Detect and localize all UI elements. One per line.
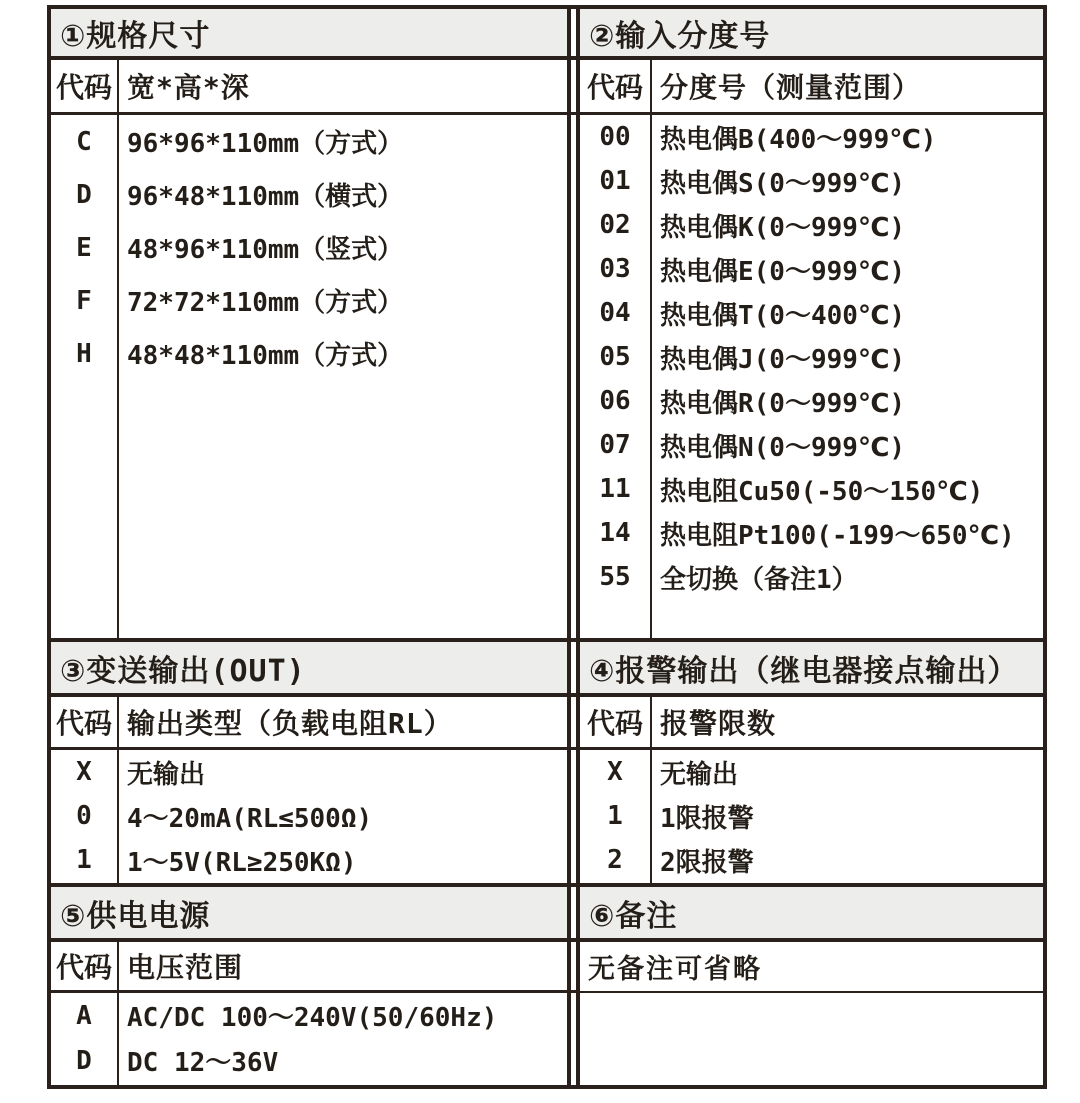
column-divider	[117, 697, 119, 747]
section-2-input-range-header	[580, 9, 1043, 60]
row-label: 2限报警	[660, 847, 754, 878]
row-label: 热电偶N(0～999℃)	[660, 432, 906, 463]
row-code: 02	[599, 210, 631, 240]
row-label: 4～20mA(RL≤500Ω)	[127, 803, 373, 834]
row-label: 热电阻Pt100(-199～650℃)	[660, 520, 1015, 551]
table-row	[51, 993, 567, 1038]
section-1-body	[51, 115, 567, 642]
row-label: 1～5V(RL≥250KΩ)	[127, 847, 357, 878]
row-label: DC 12～36V	[127, 1048, 279, 1078]
section-title: ②输入分度号	[589, 18, 771, 54]
section-2-column-headers	[580, 60, 1043, 115]
row-label: 72*72*110mm（方式）	[127, 288, 404, 318]
row-code: H	[76, 338, 92, 369]
section-3-body	[51, 750, 567, 887]
row-label: 热电偶E(0～999℃)	[660, 256, 906, 287]
ordering-code-table	[47, 5, 1047, 1089]
row-code: 11	[599, 474, 631, 504]
label-column-header: 输出类型（负载电阻RL）	[127, 707, 453, 740]
row-label: 1限报警	[660, 803, 754, 834]
gutter-segment	[571, 697, 576, 750]
row-code: 55	[599, 562, 631, 592]
row-label: 热电偶J(0～999℃)	[660, 344, 906, 375]
table-row	[51, 221, 567, 274]
column-divider	[650, 115, 652, 638]
section-title: ④报警输出（继电器接点输出）	[589, 653, 1019, 689]
gutter-segment	[571, 60, 576, 115]
row-label: 96*96*110mm（方式）	[127, 129, 404, 159]
table-center-gutter	[567, 9, 580, 1085]
row-code: 0	[76, 801, 92, 831]
section-1-column-headers	[51, 60, 567, 115]
row-label: 热电偶R(0～999℃)	[660, 388, 906, 419]
row-code: D	[76, 179, 92, 210]
row-code: 1	[607, 801, 623, 831]
row-code: 05	[599, 342, 631, 372]
column-divider	[650, 750, 652, 883]
gutter-segment	[571, 9, 576, 60]
column-divider	[117, 750, 119, 883]
row-label: 热电偶T(0～400℃)	[660, 300, 906, 331]
row-label: 热电偶S(0～999℃)	[660, 168, 906, 199]
section-title: ③变送输出(OUT)	[60, 653, 306, 689]
section-3-column-headers	[51, 697, 567, 750]
row-label: 48*48*110mm（方式）	[127, 341, 404, 371]
row-label: 热电偶B(400～999℃)	[660, 124, 937, 155]
label-column-header: 宽*高*深	[127, 71, 250, 104]
row-label: 无输出	[127, 759, 206, 790]
section-1-dimensions-header	[51, 9, 567, 60]
gutter-segment	[571, 750, 576, 887]
code-column-header: 代码	[586, 71, 643, 104]
code-column-header: 代码	[586, 707, 643, 740]
row-label: 无输出	[660, 759, 739, 790]
row-code: 07	[599, 430, 631, 460]
row-code: D	[76, 1045, 92, 1076]
row-label: 热电偶K(0～999℃)	[660, 212, 906, 243]
column-divider	[117, 942, 119, 990]
row-code: 06	[599, 386, 631, 416]
row-label: 全切换（备注1）	[660, 564, 858, 595]
gutter-segment	[571, 993, 576, 1085]
label-column-header: 报警限数	[660, 707, 777, 740]
code-column-header: 代码	[55, 707, 112, 740]
table-row	[51, 750, 567, 794]
section-title: ①规格尺寸	[60, 18, 211, 54]
label-column-header: 分度号（测量范围）	[660, 71, 922, 104]
section-4-column-headers	[580, 697, 1043, 750]
section-2-body	[580, 115, 1043, 642]
section-4-body	[580, 750, 1043, 887]
row-code: 14	[599, 518, 631, 548]
section-6-empty-cell	[580, 993, 1043, 1085]
row-code: 03	[599, 254, 631, 284]
row-code: 04	[599, 298, 631, 328]
table-row	[51, 274, 567, 327]
row-code: 01	[599, 166, 631, 196]
gutter-segment	[571, 115, 576, 642]
table-right-column	[580, 9, 1043, 1085]
row-label: 96*48*110mm（横式）	[127, 182, 404, 212]
column-divider	[117, 993, 119, 1085]
row-code: X	[607, 757, 623, 787]
table-row	[51, 327, 567, 380]
section-5-body	[51, 993, 567, 1085]
table-row	[51, 115, 567, 168]
section-4-alarm-output-header	[580, 642, 1043, 697]
section-5-column-headers	[51, 942, 567, 993]
table-row	[51, 794, 567, 838]
row-label: 热电阻Cu50(-50～150℃)	[660, 476, 984, 507]
code-column-header: 代码	[55, 951, 112, 984]
gutter-segment	[571, 887, 576, 942]
row-code: E	[76, 232, 92, 263]
row-code: 00	[599, 122, 631, 152]
code-column-header: 代码	[55, 71, 112, 104]
section-6-note-row	[580, 942, 1043, 993]
table-row	[51, 168, 567, 221]
gutter-segment	[571, 942, 576, 993]
column-divider	[650, 697, 652, 747]
row-label: AC/DC 100～240V(50/60Hz)	[127, 1003, 498, 1033]
section-title: ⑥备注	[589, 898, 678, 934]
row-code: A	[76, 1000, 92, 1031]
column-divider	[650, 60, 652, 112]
row-label: 48*96*110mm（竖式）	[127, 235, 404, 265]
section-title: ⑤供电电源	[60, 898, 211, 934]
row-code: C	[76, 126, 92, 157]
gutter-segment	[571, 642, 576, 697]
row-code: X	[76, 757, 92, 787]
row-code: 1	[76, 845, 92, 875]
section-3-transmit-output-header	[51, 642, 567, 697]
column-divider	[117, 115, 119, 638]
note-text: 无备注可省略	[588, 954, 762, 985]
section-6-remarks-header	[580, 887, 1043, 942]
table-left-column	[51, 9, 567, 1085]
row-code: 2	[607, 845, 623, 875]
row-code: F	[76, 285, 92, 316]
table-row	[51, 838, 567, 882]
table-row	[51, 1038, 567, 1083]
column-divider	[117, 60, 119, 112]
section-5-power-supply-header	[51, 887, 567, 942]
label-column-header: 电压范围	[127, 951, 244, 984]
